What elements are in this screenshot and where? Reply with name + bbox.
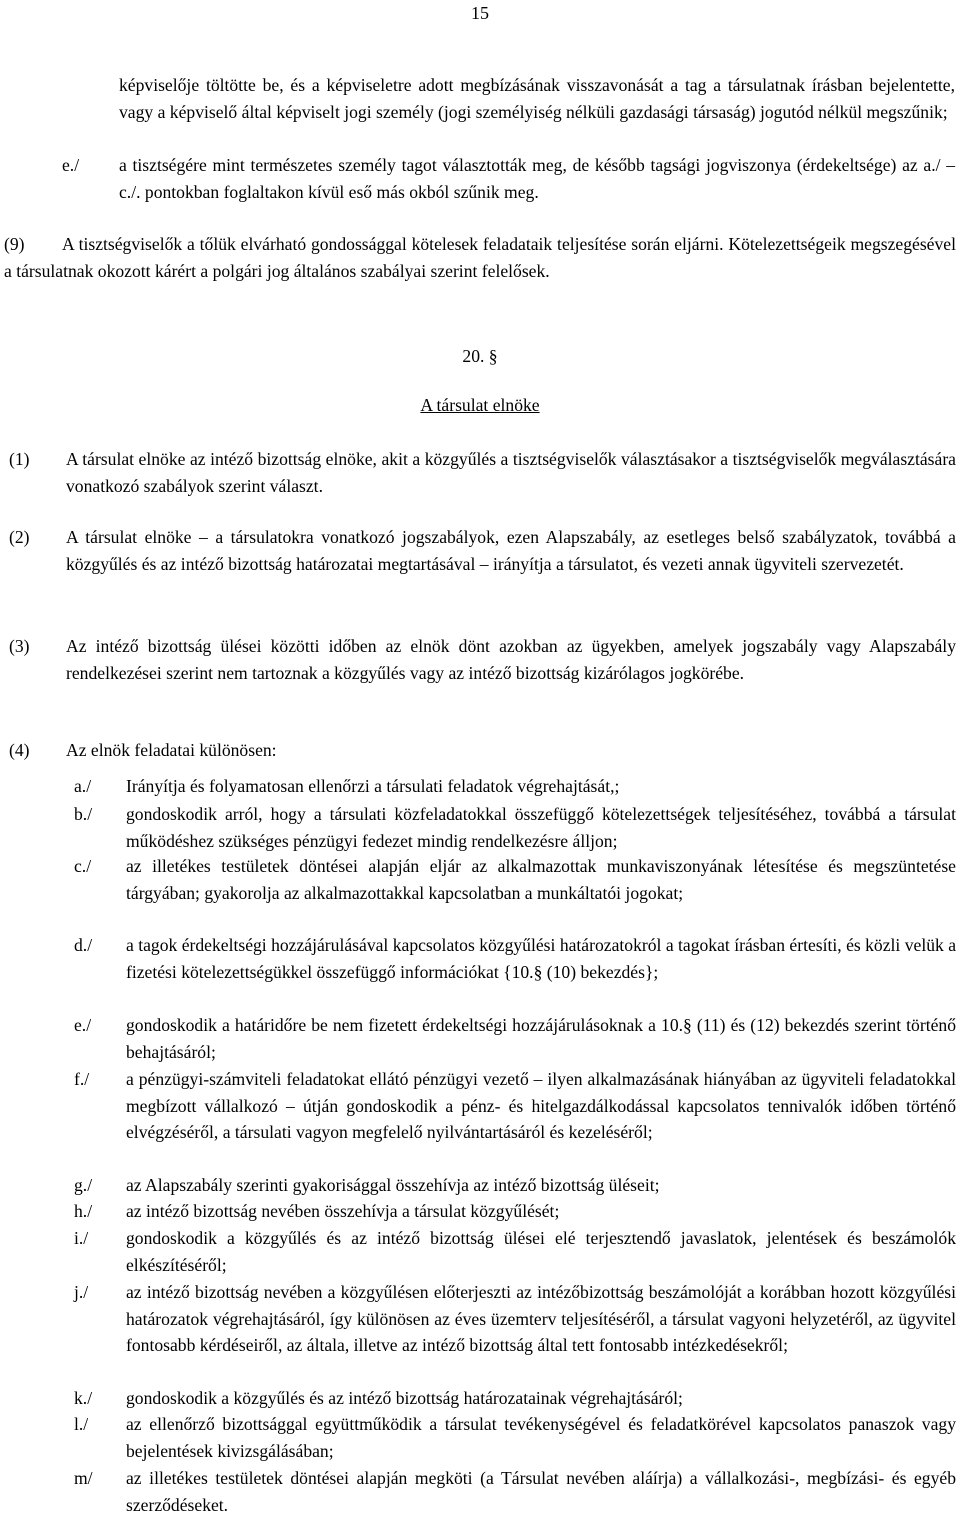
list-item-text: a pénzügyi-számviteli feladatokat ellátó pénzügyi vezető – ilyen alkalmazásának hiányában az ügyviteli feladatokkal megbízott vállalkozó – útján gondoskodik a pénz- és hitelgazdálkodással kapcsolatos tennivalók időben történő elvégzéséről, a társulati vagyon megfelelő nyilvántartásáról és kezeléséről; bbox=[126, 1069, 956, 1142]
list-item-label: i./ bbox=[74, 1228, 89, 1248]
paragraph-text: Az elnök feladatai különösen: bbox=[66, 740, 277, 760]
list-item-continuation: képviselője töltötte be, és a képviseletre adott megbízásának visszavonását a tag a társulatnak írásban bejelentette, vagy a képviselő által képviselt jogi személy (jogi személyiség nélküli gazdasági társaság) jogutód nélkül megszűnik; bbox=[119, 75, 955, 122]
paragraph-label: (1) bbox=[9, 449, 30, 469]
list-item-text: gondoskodik a közgyűlés és az intéző bizottság ülései elé terjesztendő javaslatok, jelentések és beszámolók elkészítéséről; bbox=[126, 1228, 956, 1275]
list-item-label: f./ bbox=[74, 1069, 90, 1089]
list-item-text: az ellenőrző bizottsággal együttműködik a társulat tevékenységével és feladatkörével kapcsolatos panaszok vagy bejelentések kivizsgálásában; bbox=[126, 1414, 956, 1461]
list-item-text: gondoskodik a közgyűlés és az intéző bizottság határozatainak végrehajtásáról; bbox=[126, 1388, 683, 1408]
list-item-label: c./ bbox=[74, 856, 92, 876]
list-item-text: az intéző bizottság nevében a közgyűlésen előterjeszti az intézőbizottság beszámolóját a korábban hozott közgyűlési határozatok végrehajtásáról, így különösen az éves üzemterv teljesítéséről, a társulat vagyoni helyzetéről, az ügyvitel fontosabb kérdéseiről, az általa, illetve az intéző bizottság által tett fontosabb intézkedésekről; bbox=[126, 1282, 956, 1355]
list-item-label: h./ bbox=[74, 1201, 93, 1221]
section-number: 20. § bbox=[462, 346, 498, 366]
list-item-label: b./ bbox=[74, 804, 93, 824]
list-item-label: e./ bbox=[62, 155, 80, 175]
list-item-text: az illetékes testületek döntései alapján megköti (a Társulat nevében aláírja) a vállalkozási-, megbízási- és egyéb szerződéseket. bbox=[126, 1468, 956, 1515]
list-item-label: d./ bbox=[74, 935, 93, 955]
paragraph-label: (3) bbox=[9, 636, 30, 656]
page-number: 15 bbox=[471, 3, 489, 23]
list-item-text: az illetékes testületek döntései alapján eljár az alkalmazottak munkaviszonyának létesítése és megszüntetése tárgyában; gyakorolja az alkalmazottakkal kapcsolatban a munkáltatói jogokat; bbox=[126, 856, 956, 903]
list-item-text: gondoskodik arról, hogy a társulati közfeladatokkal összefüggő kötelezettségek teljesítéséhez, továbbá a társulat működéshez szükséges pénzügyi fedezet mindig rendelkezésre álljon; bbox=[126, 804, 956, 851]
list-item-label: m/ bbox=[74, 1468, 93, 1488]
paragraph-text: Az intéző bizottság ülései közötti időben az elnök dönt azokban az ügyekben, amelyek jogszabály vagy Alapszabály rendelkezései szerint nem tartoznak a közgyűlés vagy az intéző bizottság kizárólagos jogkörébe. bbox=[66, 636, 956, 683]
list-item-label: l./ bbox=[74, 1414, 89, 1434]
section-title-text: A társulat elnöke bbox=[420, 395, 540, 415]
paragraph-text: A tisztségviselők a tőlük elvárható gondossággal kötelesek feladataik teljesítése során eljárni. Kötelezettségeik megszegésével a társulatnak okozott kárért a polgári jog általános szabályai szerint felelősek. bbox=[4, 234, 956, 281]
paragraph-label: (2) bbox=[9, 527, 30, 547]
list-item-label: e./ bbox=[74, 1015, 92, 1035]
list-item-text: Irányítja és folyamatosan ellenőrzi a társulati feladatok végrehajtását,; bbox=[126, 776, 620, 796]
list-item-text: a tisztségére mint természetes személy tagot választották meg, de később tagsági jogviszonya (érdekeltsége) az a./ – c./. pontokban foglaltakon kívül eső más okból szűnik meg. bbox=[119, 155, 955, 202]
list-item-text: a tagok érdekeltségi hozzájárulásával kapcsolatos közgyűlési határozatokról a tagokat írásban értesíti, és közli velük a fizetési kötelezettségükkel összefüggő információkat {10.§ (10) bekezdés}; bbox=[126, 935, 957, 982]
paragraph-text: A társulat elnöke – a társulatokra vonatkozó jogszabályok, ezen Alapszabály, az esetleges belső szabályzatok, továbbá a közgyűlés és az intéző bizottság határozatai megtartásával – irányítja a társulatot, és vezeti annak ügyviteli szervezetét. bbox=[66, 527, 956, 574]
list-item-label: j./ bbox=[74, 1282, 89, 1302]
section-title bbox=[0, 392, 960, 419]
list-item-label: g./ bbox=[74, 1175, 93, 1195]
paragraph-label: (9) bbox=[4, 234, 25, 254]
paragraph-text: A társulat elnöke az intéző bizottság elnöke, akit a közgyűlés a tisztségviselők választásakor a tisztségviselők megválasztására vonatkozó szabályok szerint választ. bbox=[66, 449, 956, 496]
list-item-text: gondoskodik a határidőre be nem fizetett érdekeltségi hozzájárulásoknak a 10.§ (11) és (12) bekezdés szerint történő behajtásáról; bbox=[126, 1015, 956, 1062]
paragraph-label: (4) bbox=[9, 740, 30, 760]
list-item-text: az intéző bizottság nevében összehívja a társulat közgyűlését; bbox=[126, 1201, 560, 1221]
list-item-text: az Alapszabály szerinti gyakorisággal összehívja az intéző bizottság üléseit; bbox=[126, 1175, 660, 1195]
list-item-label: k./ bbox=[74, 1388, 93, 1408]
list-item-label: a./ bbox=[74, 776, 92, 796]
